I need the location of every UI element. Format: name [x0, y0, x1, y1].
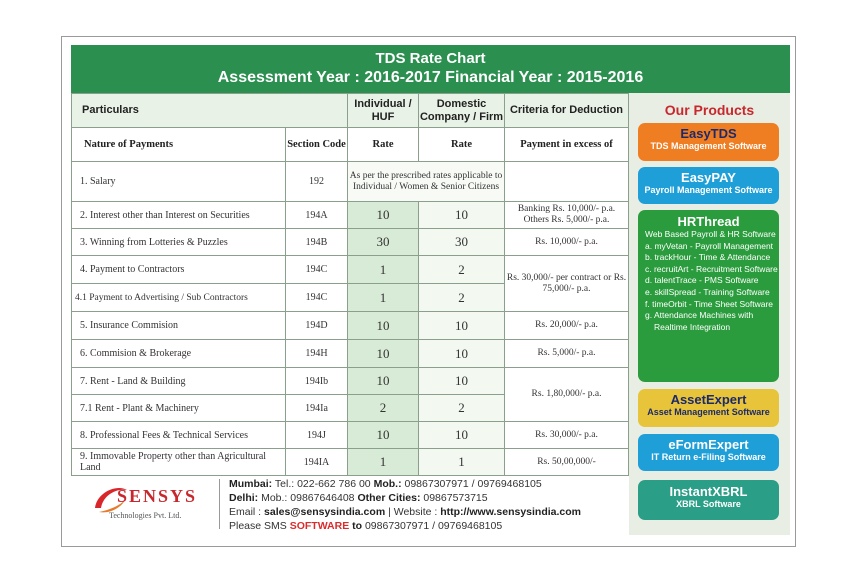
hrthread-item: c. recruitArt - Recruitment Software [645, 263, 778, 274]
table-row [72, 422, 629, 449]
row-criteria: Rs. 50,00,000/- [505, 449, 629, 476]
row-name: 7. Rent - Land & Building [72, 368, 286, 395]
product-desc: TDS Management Software [650, 141, 767, 151]
contact-footer [71, 473, 628, 535]
mob-numbers: 09867307971 / 09769468105 [404, 478, 542, 490]
row-code: 194D [286, 312, 348, 340]
contact-line-delhi [229, 491, 581, 505]
row-rate-individual: 10 [348, 368, 419, 395]
row-criteria: Rs. 20,000/- p.a. [505, 312, 629, 340]
row-name: 1. Salary [72, 162, 286, 202]
row-rate-domestic: 10 [419, 202, 505, 229]
contact-line-mumbai [229, 477, 581, 491]
row-name: 4.1 Payment to Advertising / Sub Contractors [72, 284, 286, 312]
hrthread-item: b. trackHour - Time & Attendance [645, 252, 771, 263]
table-row [72, 340, 629, 368]
product-desc: Web Based Payroll & HR Software [645, 229, 776, 239]
product-instantxbrl[interactable] [638, 480, 779, 520]
row-rate-individual: 10 [348, 202, 419, 229]
website-link[interactable]: http://www.sensysindia.com [440, 506, 582, 518]
row-rate-domestic: 2 [419, 256, 505, 284]
chart-header [71, 45, 790, 93]
product-name: AssetExpert [670, 392, 747, 407]
footer-divider [219, 479, 220, 529]
row-code: 194C [286, 256, 348, 284]
product-easytds[interactable] [638, 123, 779, 161]
row-rate-individual: 1 [348, 284, 419, 312]
hrthread-item: a. myVetan - Payroll Management [645, 240, 774, 251]
sms-to: to [352, 520, 363, 532]
row-criteria: Rs. 1,80,000/- p.a. [505, 368, 629, 422]
mumbai-tel: Tel.: 022-662 786 00 [274, 478, 371, 490]
email-link[interactable]: sales@sensysindia.com [264, 506, 386, 518]
row-rate-domestic: 10 [419, 422, 505, 449]
col-individual: Individual / HUF [348, 94, 419, 128]
website-label: | Website : [388, 506, 438, 518]
hrthread-item: d. talentTrace - PMS Software [645, 275, 759, 286]
row-code: 194J [286, 422, 348, 449]
logo-subtitle: Technologies Pvt. Ltd. [109, 511, 182, 520]
row-name: 7.1 Rent - Plant & Machinery [72, 395, 286, 422]
row-code: 194IA [286, 449, 348, 476]
table-row [72, 256, 629, 284]
col-rate-domestic: Rate [419, 128, 505, 162]
col-particulars: Particulars [72, 94, 348, 128]
col-criteria: Criteria for Deduction [505, 94, 629, 128]
row-name: 4. Payment to Contractors [72, 256, 286, 284]
table-row [72, 449, 629, 476]
row-merged-rate: As per the prescribed rates applicable to Individual / Women & Senior Citizens [348, 162, 505, 202]
table-row [72, 162, 629, 202]
row-name: 9. Immovable Property other than Agricultural Land [72, 449, 286, 476]
row-code: 194B [286, 229, 348, 256]
delhi-label: Delhi: [229, 492, 259, 504]
tds-table-wrap [71, 93, 628, 476]
row-name: 5. Insurance Commision [72, 312, 286, 340]
product-assetexpert[interactable] [638, 389, 779, 427]
row-criteria [505, 162, 629, 202]
product-name: EasyPAY [681, 170, 736, 185]
product-desc: IT Return e-Filing Software [651, 452, 766, 462]
row-name: 6. Commision & Brokerage [72, 340, 286, 368]
tds-rate-table [71, 93, 629, 476]
delhi-mob: Mob.: 09867646408 [261, 492, 355, 504]
sms-keyword: SOFTWARE [289, 520, 350, 532]
contact-line-sms [229, 519, 581, 533]
products-sidebar [629, 93, 790, 535]
row-rate-individual: 2 [348, 395, 419, 422]
row-rate-individual: 1 [348, 449, 419, 476]
contact-details [229, 477, 581, 533]
col-rate-individual: Rate [348, 128, 419, 162]
product-desc: XBRL Software [676, 499, 741, 509]
product-name: InstantXBRL [669, 484, 748, 499]
row-rate-domestic: 2 [419, 284, 505, 312]
header-title: TDS Rate Chart [375, 50, 486, 67]
table-row [72, 368, 629, 395]
row-criteria: Banking Rs. 10,000/- p.a. Others Rs. 5,000/- p.a. [505, 202, 629, 229]
logo-brand: SENSYS [117, 486, 198, 506]
row-code: 194Ia [286, 395, 348, 422]
row-name: 3. Winning from Lotteries & Puzzles [72, 229, 286, 256]
product-eformexpert[interactable] [638, 434, 779, 471]
row-rate-individual: 10 [348, 340, 419, 368]
product-desc: Asset Management Software [647, 407, 770, 417]
table-row [72, 312, 629, 340]
row-name: 2. Interest other than Interest on Securities [72, 202, 286, 229]
product-desc: Payroll Management Software [644, 185, 773, 195]
row-code: 194A [286, 202, 348, 229]
col-excess: Payment in excess of [505, 128, 629, 162]
product-hrthread[interactable] [638, 210, 779, 382]
row-rate-individual: 10 [348, 312, 419, 340]
product-name: EasyTDS [680, 126, 737, 141]
table-header-row [72, 94, 629, 128]
hrthread-item: e. skillSpread - Training Software [645, 286, 770, 297]
mumbai-label: Mumbai: [229, 478, 273, 490]
sensys-logo [83, 479, 233, 529]
hrthread-item: g. Attendance Machines with [645, 310, 754, 321]
col-section: Section Code [286, 128, 348, 162]
table-subheader-row [72, 128, 629, 162]
row-rate-individual: 1 [348, 256, 419, 284]
hrthread-item: f. timeOrbit - Time Sheet Software [645, 298, 774, 309]
sms-numbers: 09867307971 / 09769468105 [364, 520, 503, 532]
row-rate-domestic: 10 [419, 312, 505, 340]
row-rate-domestic: 1 [419, 449, 505, 476]
contact-line-email [229, 505, 581, 519]
email-label: Email : [229, 506, 262, 518]
row-code: 192 [286, 162, 348, 202]
row-criteria: Rs. 30,000/- p.a. [505, 422, 629, 449]
col-nature: Nature of Payments [72, 128, 286, 162]
sms-pre: Please SMS [229, 520, 287, 532]
row-code: 194Ib [286, 368, 348, 395]
hrthread-item-cont: Realtime Integration [654, 321, 731, 332]
row-rate-domestic: 10 [419, 340, 505, 368]
row-criteria: Rs. 10,000/- p.a. [505, 229, 629, 256]
products-title: Our Products [664, 102, 755, 118]
row-name: 8. Professional Fees & Technical Services [72, 422, 286, 449]
row-criteria: Rs. 30,000/- per contract or Rs. 75,000/- p.a. [505, 256, 629, 312]
row-rate-domestic: 2 [419, 395, 505, 422]
row-code: 194H [286, 340, 348, 368]
header-year: Assessment Year : 2016-2017 Financial Year : 2015-2016 [217, 69, 644, 86]
other-cities-label: Other Cities: [357, 492, 421, 504]
mob-label: Mob.: [373, 478, 402, 490]
table-row [72, 202, 629, 229]
row-rate-individual: 30 [348, 229, 419, 256]
row-rate-domestic: 30 [419, 229, 505, 256]
row-code: 194C [286, 284, 348, 312]
other-cities-number: 09867573715 [423, 492, 488, 504]
product-name: HRThread [677, 214, 740, 229]
row-criteria: Rs. 5,000/- p.a. [505, 340, 629, 368]
col-domestic: Domestic Company / Firm [419, 94, 505, 128]
row-rate-domestic: 10 [419, 368, 505, 395]
table-row [72, 229, 629, 256]
product-name: eFormExpert [668, 437, 749, 452]
row-rate-individual: 10 [348, 422, 419, 449]
product-easypay[interactable] [638, 167, 779, 204]
